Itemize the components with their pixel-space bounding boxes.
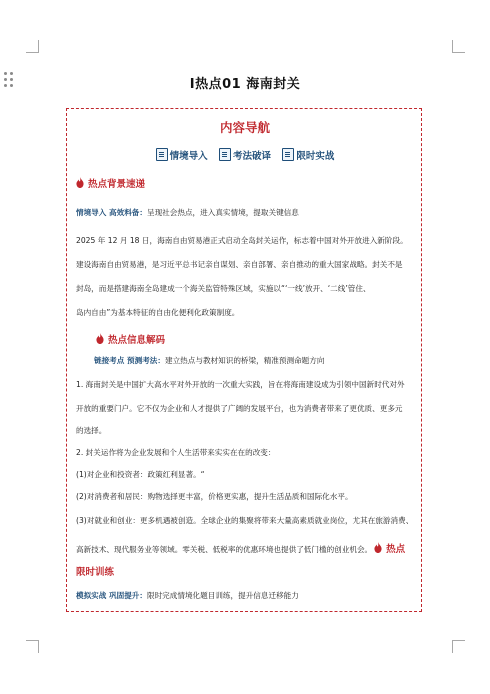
crop-mark-bottom-left bbox=[26, 640, 39, 653]
point-line: 2. 封关运作将为企业发展和个人生活带来实实在在的改变： bbox=[76, 448, 276, 457]
point-line: 开放的重要门户。它不仅为企业和人才提供了广阔的发展平台，也为消费者带来了更优质、更多元 bbox=[76, 404, 403, 413]
tag-text: 建立热点与教材知识的桥梁，精准预测命题方向 bbox=[165, 356, 325, 365]
section-title: 热点信息解码 bbox=[108, 335, 166, 346]
tag-label: 情境导入 高效料备： bbox=[76, 208, 147, 217]
paragraph-line: 封岛，而是搭建海南全岛建成一个海关监管特殊区域，实施以“‘一线’放开、‘二线’管住、 bbox=[76, 284, 371, 293]
nav-link-exam-method[interactable] bbox=[219, 148, 271, 162]
trailing-hot-label bbox=[374, 544, 405, 555]
section-heading-background bbox=[76, 176, 145, 190]
nav-link-label: 限时实战 bbox=[296, 151, 335, 162]
flame-icon bbox=[96, 333, 104, 344]
section-title: 热点背景速递 bbox=[88, 179, 146, 190]
section-tagline bbox=[76, 208, 421, 218]
point-line: (2)对消费者和居民：购物选择更丰富，价格更实惠，提升生活品质和国际化水平。 bbox=[76, 492, 353, 501]
paragraph-line: 岛内自由”为基本特征的自由化便利化政策制度。 bbox=[76, 308, 240, 317]
section-heading-decode bbox=[96, 332, 165, 346]
section-tagline bbox=[94, 356, 439, 366]
nav-link-scenario[interactable] bbox=[156, 148, 208, 162]
document-icon bbox=[219, 148, 231, 161]
nav-link-label: 考法破译 bbox=[232, 151, 271, 162]
trailing-label-text: 热点 bbox=[386, 544, 406, 555]
tag-label: 模拟实战 巩固提升： bbox=[76, 591, 147, 600]
tag-label: 链接考点 预测考法： bbox=[94, 356, 165, 365]
point-text: 高新技术、现代服务业等领域。零关税、低税率的优惠环境也提供了低门槛的创业机会。 bbox=[76, 545, 373, 554]
point-line bbox=[76, 542, 421, 555]
nav-heading: 内容导航 bbox=[219, 120, 270, 135]
flame-icon bbox=[76, 177, 84, 188]
tag-text: 限时完成情境化题目训练，提升信息迁移能力 bbox=[147, 591, 299, 600]
crop-mark-top-right bbox=[452, 40, 465, 53]
point-line: (3)对就业和创业：更多机遇被创造。全球企业的集聚将带来大量高素质就业岗位，尤其在旅游消费、 bbox=[76, 516, 414, 525]
document-icon bbox=[282, 148, 294, 161]
paragraph-line: 2025 年 12 月 18 日，海南自由贸易港正式启动全岛封关运作，标志着中国对外开放进入新阶段。 bbox=[76, 236, 408, 245]
section-tagline bbox=[76, 591, 421, 601]
tag-text: 呈现社会热点，进入真实情境，提取关键信息 bbox=[147, 208, 299, 217]
point-line: 的选择。 bbox=[76, 426, 107, 435]
paragraph-line: 建设海南自由贸易港，是习近平总书记亲自谋划、亲自部署、亲自推动的重大国家战略。封关不是 bbox=[76, 260, 403, 269]
flame-icon bbox=[374, 542, 382, 553]
section-heading-timed: 限时训练 bbox=[76, 567, 115, 578]
nav-link-timed-practice[interactable] bbox=[282, 148, 334, 162]
page-title: I热点01 海南封关 bbox=[189, 77, 301, 92]
nav-link-label: 情境导入 bbox=[169, 151, 208, 162]
crop-mark-bottom-right bbox=[452, 640, 465, 653]
document-icon bbox=[156, 148, 168, 161]
point-line: 1. 海南封关是中国扩大高水平对外开放的一次重大实践，旨在将海南建设成为引领中国新时代对外 bbox=[76, 380, 405, 389]
point-line: (1)对企业和投资者：政策红利显著。“ bbox=[76, 470, 205, 479]
crop-mark-top-left bbox=[26, 40, 39, 53]
nav-links bbox=[0, 148, 490, 162]
